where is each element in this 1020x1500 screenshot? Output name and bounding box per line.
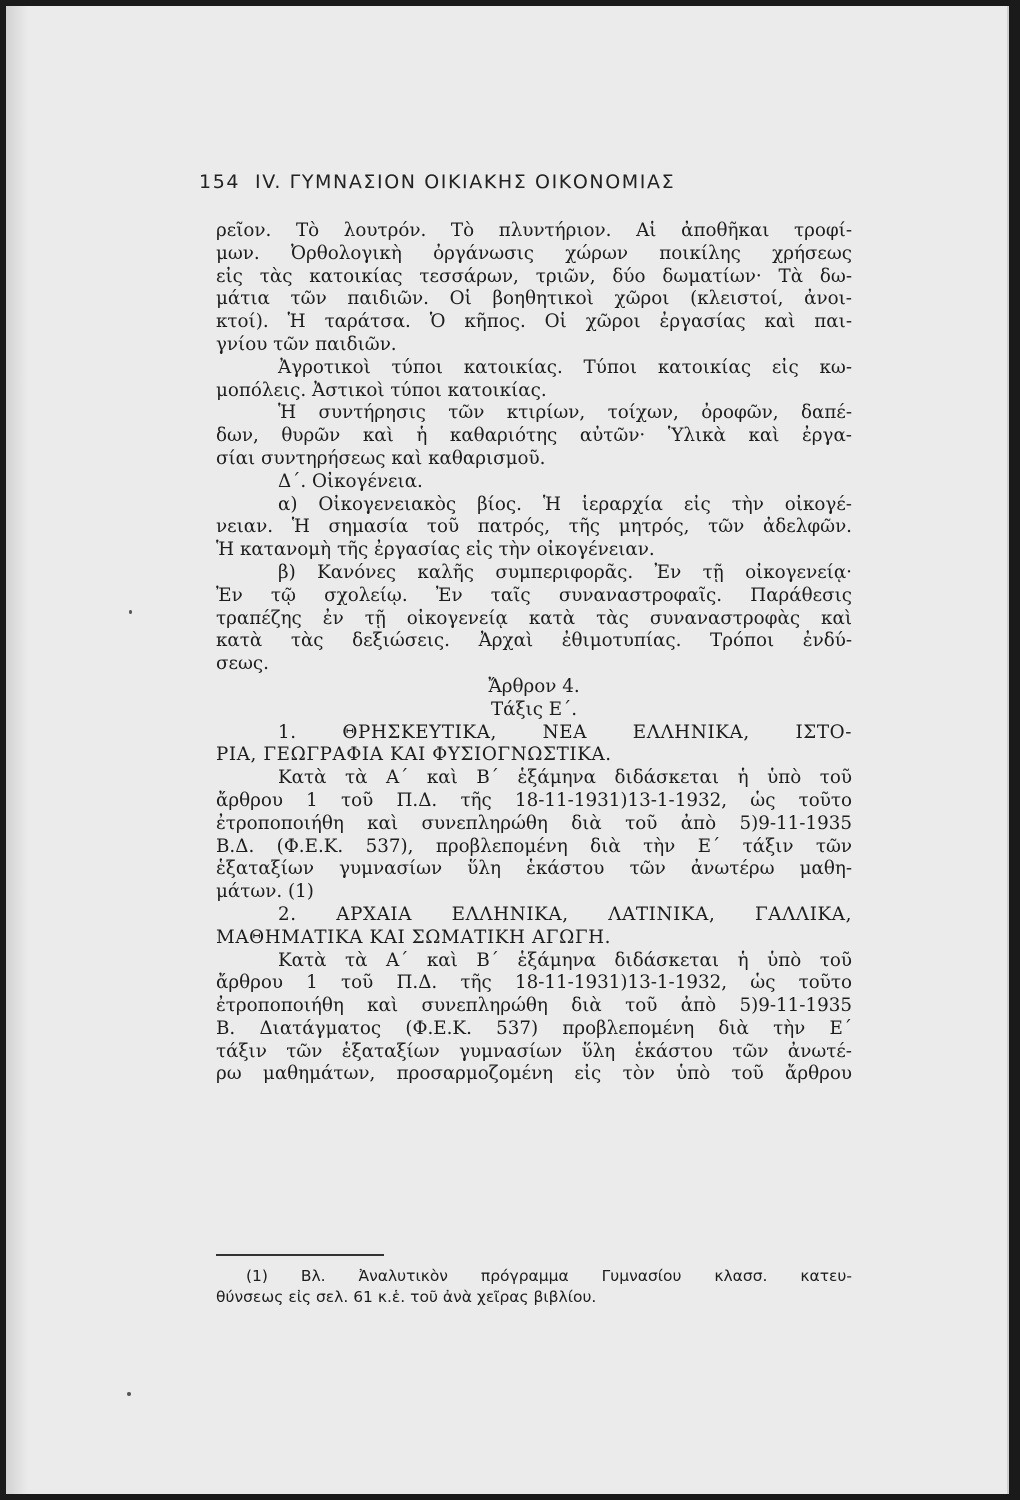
text-line: Ἡ κατανομὴ τῆς ἐργασίας εἰς τὴν οἰκογένειαν.: [216, 539, 655, 561]
text-line: Κατὰ τὰ Α΄ καὶ Β΄ ἑξάμηνα διδάσκεται ἡ ὑπὸ τοῦ: [278, 767, 852, 789]
text-line: κατὰ τὰς δεξιώσεις. Ἀρχαὶ ἐθιμοτυπίας. Τρόποι ἐνδύ-: [216, 630, 852, 652]
text-line: ρεῖον. Τὸ λουτρόν. Τὸ πλυντήριον. Αἱ ἀποθῆκαι τροφί-: [216, 220, 852, 241]
text-line: ἑξαταξίων γυμνασίων ὕλη ἑκάστου τῶν ἀνωτέρω μαθη-: [216, 858, 852, 880]
subject-heading-2-cont: ΜΑΘΗΜΑΤΙΚΑ ΚΑΙ ΣΩΜΑΤΙΚΗ ΑΓΩΓΗ.: [216, 926, 612, 948]
text-line: εἰς τὰς κατοικίας τεσσάρων, τριῶν, δύο δωματίων· Τὰ δω-: [216, 265, 852, 287]
text-line: νειαν. Ἡ σημασία τοῦ πατρός, τῆς μητρός, τῶν ἀδελφῶν.: [216, 516, 852, 538]
class-heading: Τάξις Ε΄.: [490, 698, 578, 720]
text-line: ἄρθρου 1 τοῦ Π.Δ. τῆς 18-11-1931)13-1-1932, ὡς τοῦτο: [216, 972, 852, 994]
running-title: IV. ΓΥΜΝΑΣΙΟΝ ΟΙΚΙΑΚΗΣ ΟΙΚΟΝΟΜΙΑΣ: [255, 171, 676, 193]
text-line: ἐτροποποιήθη καὶ συνεπληρώθη διὰ τοῦ ἀπὸ 5)9-11-1935: [216, 995, 852, 1017]
text-line: ἐτροποποιήθη καὶ συνεπληρώθη διὰ τοῦ ἀπὸ 5)9-11-1935: [216, 812, 852, 834]
text-line: μοπόλεις. Ἀστικοὶ τύποι κατοικίας.: [216, 379, 547, 401]
text-line: Β.Δ. (Φ.Ε.Κ. 537), προβλεπομένη διὰ τὴν Ε΄ τάξιν τῶν: [216, 835, 852, 857]
book-page: [6, 6, 1009, 1494]
running-header: [199, 171, 675, 193]
text-line: σίαι συντηρήσεως καὶ καθαρισμοῦ.: [216, 447, 546, 469]
text-line: β) Κανόνες καλῆς συμπεριφορᾶς. Ἐν τῇ οἰκογενείᾳ·: [278, 561, 852, 583]
page-body: [216, 220, 852, 1086]
subject-heading-1: 1. ΘΡΗΣΚΕΥΤΙΚΑ, ΝΕΑ ΕΛΛΗΝΙΚΑ, ΙΣΤΟ-: [278, 721, 852, 743]
text-line: ρω μαθημάτων, προσαρμοζομένη εἰς τὸν ὑπὸ τοῦ ἄρθρου: [216, 1063, 852, 1085]
text-line: α) Οἰκογενειακὸς βίος. Ἡ ἱεραρχία εἰς τὴν οἰκογέ-: [278, 493, 852, 515]
footnote-divider: [216, 1254, 384, 1256]
footnote: [216, 1266, 852, 1308]
text-line: μων. Ὀρθολογικὴ ὀργάνωσις χώρων ποικίλης χρήσεως: [216, 242, 852, 264]
footnote-line: θύνσεως εἰς σελ. 61 κ.ἑ. τοῦ ἀνὰ χεῖρας βιβλίου.: [216, 1288, 597, 1306]
text-line: ἄρθρου 1 τοῦ Π.Δ. τῆς 18-11-1931)13-1-1932, ὡς τοῦτο: [216, 789, 852, 811]
subject-heading-2: 2. ΑΡΧΑΙΑ ΕΛΛΗΝΙΚΑ, ΛΑΤΙΝΙΚΑ, ΓΑΛΛΙΚΑ,: [278, 903, 852, 925]
footnote-line: (1) Βλ. Ἀναλυτικὸν πρόγραμμα Γυμνασίου κλασσ. κατευ-: [246, 1267, 852, 1285]
text-line: τραπέζης ἐν τῇ οἰκογενείᾳ κατὰ τὰς συναναστροφὰς καὶ: [216, 607, 852, 629]
text-line: κτοί). Ἡ ταράτσα. Ὁ κῆπος. Οἱ χῶροι ἐργασίας καὶ παι-: [216, 311, 852, 333]
text-line: Κατὰ τὰ Α΄ καὶ Β΄ ἑξάμηνα διδάσκεται ἡ ὑπὸ τοῦ: [278, 949, 852, 971]
subject-heading-1-cont: ΡΙΑ, ΓΕΩΓΡΑΦΙΑ ΚΑΙ ΦΥΣΙΟΓΝΩΣΤΙΚΑ.: [216, 744, 612, 766]
text-line: μάτια τῶν παιδιῶν. Οἱ βοηθητικοὶ χῶροι (κλειστοί, ἀνοι-: [216, 288, 852, 310]
text-line: μάτων. (1): [216, 881, 314, 903]
paper-speck: [127, 1392, 131, 1396]
text-line: Ἀγροτικοὶ τύποι κατοικίας. Τύποι κατοικίας εἰς κω-: [278, 356, 852, 378]
page-number: 154: [199, 171, 241, 193]
text-line: Ἡ συντήρησις τῶν κτιρίων, τοίχων, ὀροφῶν, δαπέ-: [278, 402, 852, 424]
text-line: σεως.: [216, 653, 269, 675]
article-heading: Ἄρθρον 4.: [488, 675, 580, 697]
page-gutter-shadow: [6, 6, 28, 1494]
text-line: δων, θυρῶν καὶ ἡ καθαριότης αὐτῶν· Ὑλικὰ καὶ ἐργα-: [216, 425, 852, 447]
text-line: γνίου τῶν παιδιῶν.: [216, 333, 397, 355]
paper-speck: [129, 610, 132, 614]
text-line: Ἐν τῷ σχολείῳ. Ἐν ταῖς συναναστροφαῖς. Παράθεσις: [216, 584, 852, 606]
section-heading-d: Δ΄. Οἰκογένεια.: [278, 470, 423, 492]
text-line: Β. Διατάγματος (Φ.Ε.Κ. 537) προβλεπομένη διὰ τὴν Ε΄: [216, 1017, 852, 1039]
text-line: τάξιν τῶν ἑξαταξίων γυμνασίων ὕλη ἑκάστου τῶν ἀνωτέ-: [216, 1040, 852, 1062]
